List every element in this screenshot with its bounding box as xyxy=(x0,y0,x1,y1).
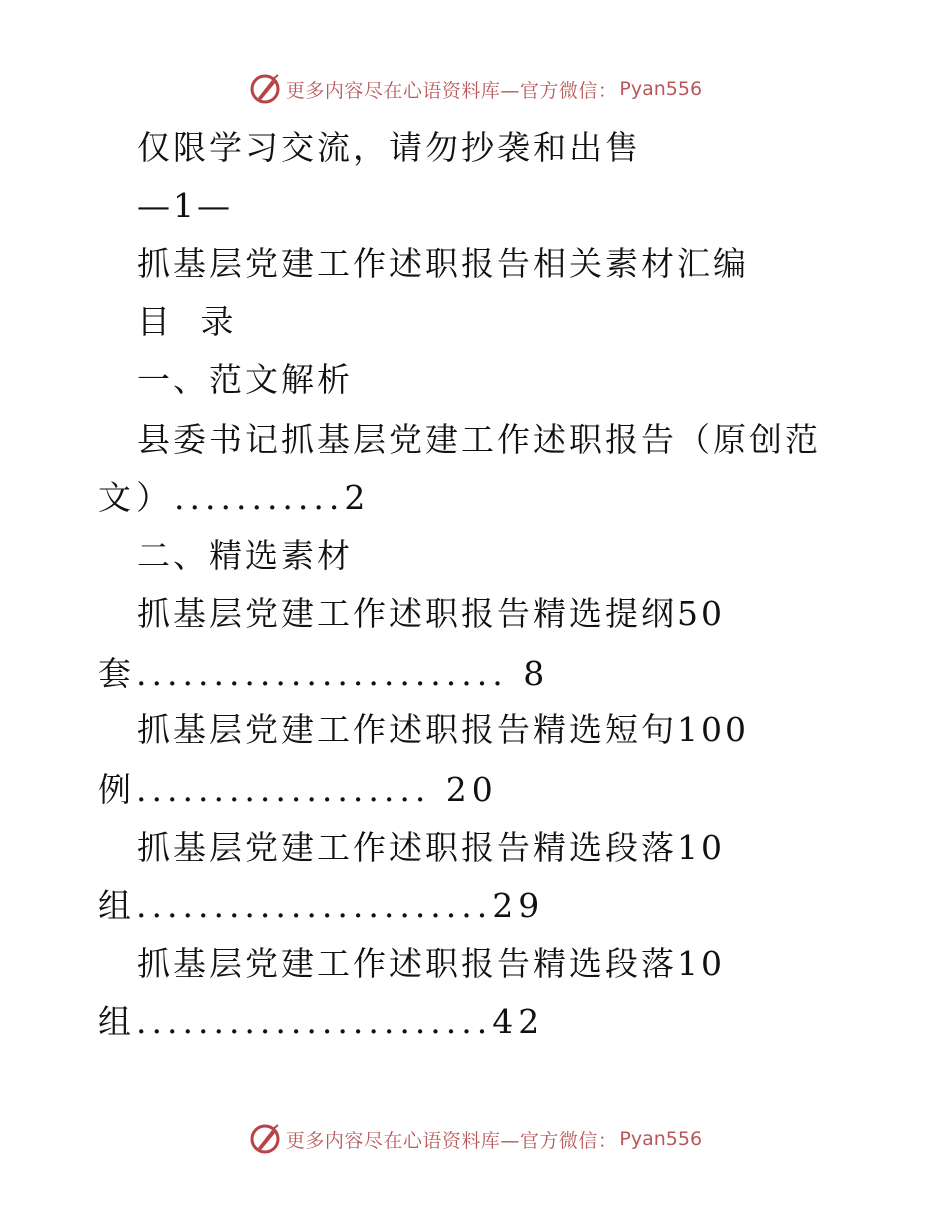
toc-heading: 目 录 xyxy=(137,302,244,341)
toc-entry-4-leader: 组.......................29 xyxy=(98,886,545,925)
section-heading-2: 二、精选素材 xyxy=(137,536,353,575)
toc-entry-5-title: 抓基层党建工作述职报告精选段落10 xyxy=(137,944,725,983)
section-heading-1: 一、范文解析 xyxy=(137,360,353,399)
toc-entry-1-leader: 文）...........2 xyxy=(98,478,371,517)
watermark-wechat-id: Pyan556 xyxy=(619,1128,703,1150)
header-watermark xyxy=(0,72,950,106)
toc-entry-2-leader: 套........................ 8 xyxy=(98,654,550,693)
usage-notice: 仅限学习交流，请勿抄袭和出售 xyxy=(137,128,641,167)
toc-entry-2-title: 抓基层党建工作述职报告精选提纲50 xyxy=(137,594,725,633)
footer-watermark xyxy=(0,1122,950,1156)
quill-logo-icon xyxy=(248,1122,282,1156)
watermark-text: 更多内容尽在心语资料库—官方微信： xyxy=(285,79,618,102)
quill-logo-icon xyxy=(248,72,282,106)
watermark-text: 更多内容尽在心语资料库—官方微信： xyxy=(285,1129,618,1152)
toc-entry-5-leader: 组.......................42 xyxy=(98,1002,545,1041)
document-title: 抓基层党建工作述职报告相关素材汇编 xyxy=(137,244,749,283)
toc-entry-3-leader: 例................... 20 xyxy=(98,770,498,809)
toc-entry-3-title: 抓基层党建工作述职报告精选短句100 xyxy=(137,710,749,749)
page-number: —1— xyxy=(137,186,233,225)
toc-entry-4-title: 抓基层党建工作述职报告精选段落10 xyxy=(137,828,725,867)
watermark-wechat-id: Pyan556 xyxy=(619,78,703,100)
toc-entry-1-title: 县委书记抓基层党建工作述职报告（原创范 xyxy=(137,420,821,459)
